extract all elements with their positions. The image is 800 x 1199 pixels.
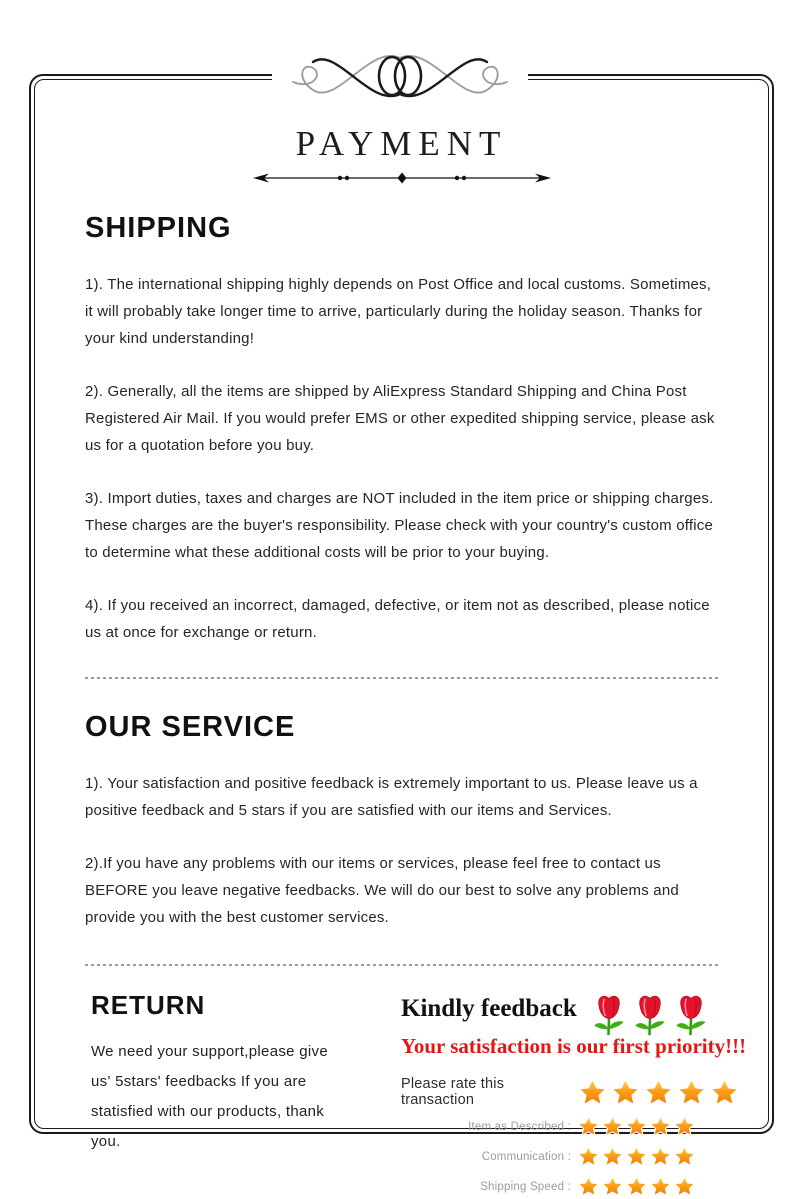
service-paragraph-2: 2).If you have any problems with our items or services, please feel free to contact us BEFORE you leave negative feedbacks. We will do our best to solve any problems and provide you with the best customer services. xyxy=(85,855,679,926)
star-icon xyxy=(610,1077,641,1108)
star-rating-big xyxy=(577,1077,740,1108)
kindly-feedback-row xyxy=(401,992,746,1040)
star-rating-small xyxy=(577,1115,696,1138)
shipping-paragraph-3: 3). Import duties, taxes and charges are NOT included in the item price or shipping charges. These charges are the buyer's responsibility. Please check with your country's custom office to determine what these additional costs will be prior to your buying. xyxy=(85,490,714,561)
rate-transaction-label: Please rate this transaction xyxy=(401,1076,505,1108)
star-icon xyxy=(601,1175,624,1198)
rose-icons xyxy=(591,992,709,1039)
rose-icon xyxy=(632,992,668,1039)
page-title: PAYMENT xyxy=(295,124,508,163)
rating-row-communication xyxy=(401,1144,746,1169)
rating-row-label: Shipping Speed : xyxy=(480,1180,571,1193)
star-icon xyxy=(625,1115,648,1138)
shipping-paragraph-2: 2). Generally, all the items are shipped by AliExpress Standard Shipping and China Post Registered Air Mail. If you would prefer EMS or other expedited shipping service, please ask us for a quotation before you buy. xyxy=(85,383,715,454)
star-rating-small xyxy=(577,1175,696,1198)
flourish-ornament-icon xyxy=(272,34,528,118)
shipping-paragraph-4: 4). If you received an incorrect, damaged, defective, or item not as described, please notice us at once for exchange or return. xyxy=(85,597,710,641)
star-icon xyxy=(601,1115,624,1138)
star-icon xyxy=(577,1115,600,1138)
service-section xyxy=(85,711,718,931)
title-divider-ornament xyxy=(252,171,552,190)
page-frame-inner xyxy=(34,79,769,1193)
rating-row-shipping-speed xyxy=(401,1174,746,1199)
star-icon xyxy=(577,1175,600,1198)
rate-transaction-row xyxy=(401,1076,746,1108)
feedback-section xyxy=(401,990,746,1199)
star-icon xyxy=(709,1077,740,1108)
star-icon xyxy=(673,1175,696,1198)
rating-row-label: Item as Described : xyxy=(468,1120,571,1133)
service-paragraph-1: 1). Your satisfaction and positive feedback is extremely important to us. Please leave us a positive feedback and 5 stars if you are satisfied with our items and Services. xyxy=(85,775,698,819)
kindly-feedback-label: Kindly feedback xyxy=(401,995,577,1022)
star-icon xyxy=(649,1175,672,1198)
star-icon xyxy=(625,1175,648,1198)
rating-row-label: Communication : xyxy=(481,1150,571,1163)
star-icon xyxy=(673,1115,696,1138)
shipping-section xyxy=(85,212,718,646)
rating-row-item-as-described xyxy=(401,1114,746,1139)
star-icon xyxy=(643,1077,674,1108)
rose-icon xyxy=(673,992,709,1039)
star-icon xyxy=(649,1115,672,1138)
section-divider-dashed xyxy=(85,677,718,679)
return-section xyxy=(85,990,401,1199)
section-divider-dashed xyxy=(85,964,718,966)
star-icon xyxy=(577,1077,608,1108)
service-heading: OUR SERVICE xyxy=(85,711,296,743)
page-frame xyxy=(29,74,774,1193)
shipping-paragraph-1: 1). The international shipping highly depends on Post Office and local customs. Sometimes, it will probably take longer time to arrive, particularly during the holiday season. Thanks for your kind understanding! xyxy=(85,276,712,347)
priority-text: Your satisfaction is our first priority!!! xyxy=(401,1034,747,1058)
return-text: We need your support,please give us' 5stars' feedbacks If you are statisfied with our products, thank you. xyxy=(91,1043,328,1150)
return-heading: RETURN xyxy=(91,990,206,1020)
bottom-row xyxy=(85,990,747,1199)
star-icon xyxy=(676,1077,707,1108)
rose-icon xyxy=(591,992,627,1039)
rating-rows xyxy=(401,1114,746,1199)
shipping-heading: SHIPPING xyxy=(85,212,232,244)
